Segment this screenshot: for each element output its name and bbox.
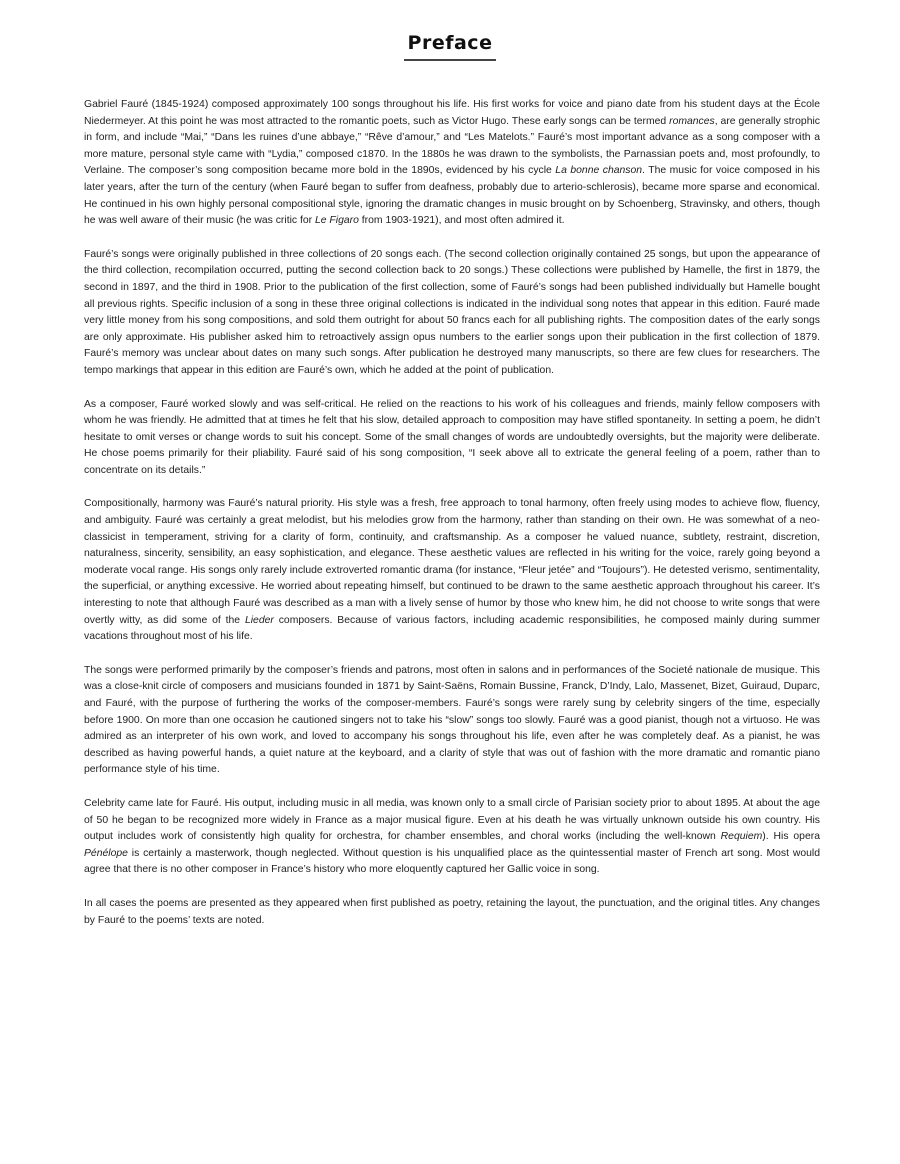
paragraph-1 — [84, 97, 820, 230]
text-run: In all cases the poems are presented as they appeared when first published as poetry, retaining the layout, the punctuation, and the original titles. Any changes by Fauré to the poems’ texts are noted. — [84, 897, 820, 926]
text-run: ). His opera — [762, 831, 820, 843]
italic-title: Lieder — [244, 614, 274, 626]
italic-title: Le Figaro — [314, 215, 359, 227]
italic-title: romances — [669, 115, 715, 127]
text-run: from 1903-1921), and most often admired it. — [358, 215, 565, 227]
title-container — [0, 32, 900, 61]
text-run: , are generally strophic in form, and include “Mai,” “Dans les ruines d’une abbaye,” “Rêve d’amour,” and “Les Matelots.” Fauré’s most important advance as a song composer with a more mature, personal style came with “Lydia,” composed c1870. In the 1880s he was drawn to the symbolists, the Parnassian poets and, most profoundly, to Verlaine. The composer’s song composition became more bold in the 1890s, evidenced by his cycle — [84, 115, 820, 177]
text-run: Compositionally, harmony was Fauré’s natural priority. His style was a fresh, free approach to tonal harmony, often freely using modes to achieve flow, fluency, and ambiguity. Fauré was certainly a great melodist, but his melodies grow from the harmony, rather than standing on their own. He was somewhat of a neo-classicist in temperament, striving for a clarity of form, continuity, and craftsmanship. As a composer he valued nuance, subtlety, restraint, discretion, naturalness, sincerity, sensibility, an easy sophistication, and elegance. These aesthetic values are reflected in his writing for the voice, rarely going beyond a moderate vocal range. His songs only rarely include extroverted romantic drama (for instance, “Fleur jetée” and “Toujours”). He detested verismo, sentimentality, the superficial, or anything excessive. He worried about repeating himself, but continued to be drawn to the same aesthetic approach throughout his career. It’s interesting to note that although Fauré was described as a man with a lively sense of humor by those who knew him, he did not choose to write songs that were overtly witty, as did some of the — [84, 498, 820, 626]
paragraph-4 — [84, 496, 820, 645]
page-title: Preface — [404, 32, 497, 61]
text-run: The songs were performed primarily by the composer’s friends and patrons, most often in salons and in performances of the Societé nationale de musique. This was a close-knit circle of composers and musicians founded in 1871 by Saint-Saëns, Romain Bussine, Franck, D’Indy, Lalo, Massenet, Bizet, Guiraud, Duparc, and Fauré, with the purpose of furthering the works of the composer-members. Fauré’s songs were rarely sung by celebrity singers of the time, especially before 1900. On more than one occasion he cautioned singers not to take his “slow” songs too slowly. Fauré was a good pianist, though not a virtuoso. He was admired as an interpreter of his own work, and loved to accompany his songs throughout his life, even after he was completely deaf. As a pianist, he was described as having powerful hands, a quiet nature at the keyboard, and a clarity of style that was out of fashion with the more dramatic and romantic piano performance style of his time. — [84, 664, 820, 776]
paragraph-2 — [84, 247, 820, 380]
text-run: Fauré’s songs were originally published in three collections of 20 songs each. (The second collection originally contained 25 songs, but upon the appearance of the third collection, recompilation occurred, putting the second collection back to 20 songs.) These collections were published by Hamelle, the first in 1879, the second in 1897, and the third in 1908. Prior to the publication of the first collection, some of Fauré’s songs had been published individually but Hamelle bought all previous rights. Specific inclusion of a song in these three original collections is indicated in the individual song notes that appear in this edition. Fauré made very little money from his song compositions, and sold them outright for about 50 francs each for all publishing rights. The composition dates of the early songs are only approximate. His publisher asked him to retroactively assign opus numbers to the earlier songs upon their publication in the first collection of 1879. Fauré’s memory was unclear about dates on many such songs. After publication he destroyed many manuscripts, so there are few clues for researchers. The tempo markings that appear in this edition are Fauré’s own, which he added at the point of publication. — [84, 248, 820, 376]
text-run: Celebrity came late for Fauré. His output, including music in all media, was known only to a small circle of Parisian society prior to about 1895. At about the age of 50 he began to be recognized more widely in France as a major musical figure. Even at his death he was virtually unknown outside his own country. His output includes work of consistently high quality for orchestra, for chamber ensembles, and choral works (including the well-known — [84, 797, 820, 843]
preface-body — [84, 97, 820, 946]
text-run: . The music for voice composed in his later years, after the turn of the century (when Fauré began to suffer from deafness, probably due to arterio-schlerosis), became more sparse and economical. He continued in his own highly personal compositional style, ignoring the dramatic changes in music brought on by Schoenberg, Stravinsky, and others, though he was well aware of their music (he was critic for — [84, 165, 820, 227]
paragraph-3 — [84, 397, 820, 480]
paragraph-6 — [84, 796, 820, 879]
paragraph-7 — [84, 896, 820, 929]
italic-title: Pénélope — [84, 847, 128, 859]
paragraph-5 — [84, 663, 820, 779]
text-run: Gabriel Fauré (1845-1924) composed approximately 100 songs throughout his life. His first works for voice and piano date from his student days at the École Niedermeyer. At this point he was most attracted to the romantic poets, such as Victor Hugo. These early songs can be termed — [84, 99, 820, 127]
italic-title: Requiem — [720, 831, 763, 843]
italic-title: La bonne chanson — [555, 165, 643, 177]
text-run: As a composer, Fauré worked slowly and was self-critical. He relied on the reactions to his work of his colleagues and friends, mainly fellow composers with whom he was friendly. He admitted that at times he felt that his slow, detailed approach to composition may have stifled spontaneity. In setting a poem, he didn’t hesitate to omit verses or change words to suit his concept. Some of the small changes of words are undoubtedly oversights, but the majority were deliberate. He chose poems primarily for their pliability. Fauré said of his song composition, “I seek above all to extricate the general feeling of a poem, rather than to concentrate on its details.” — [84, 398, 820, 476]
text-run: composers. Because of various factors, including academic responsibilities, he composed mainly during summer vacations throughout most of his life. — [84, 614, 820, 643]
text-run: is certainly a masterwork, though neglected. Without question is his unqualified place as the quintessential master of French art song. Most would agree that there is no other composer in France’s history who more eloquently captured her Gallic voice in song. — [84, 847, 820, 876]
